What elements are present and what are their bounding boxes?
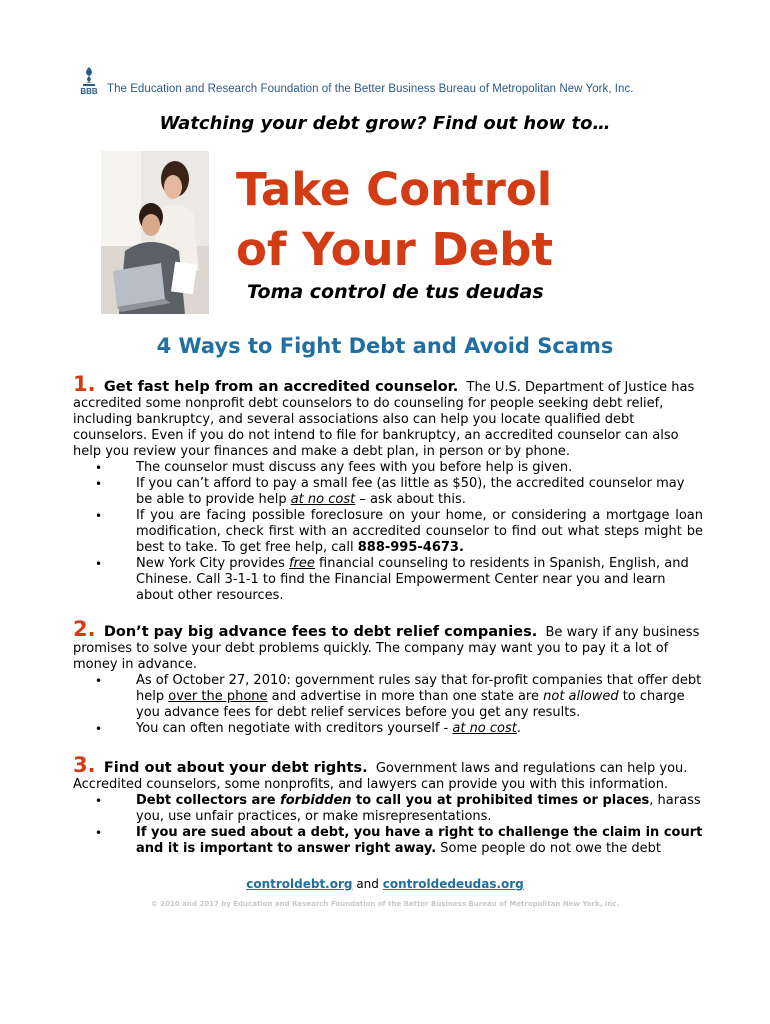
list-item: • Debt collectors are forbidden to call you at prohibited times or places, harass you, use unfair practices, or make misrepresentations. xyxy=(73,793,703,825)
section-3-body: Government laws and regulations can help you. Accredited counselors, some nonprofits, and lawyers can provide you with this information. xyxy=(73,761,688,792)
spanish-subtitle: Toma control de tus deudas xyxy=(247,281,544,303)
section-2 xyxy=(73,617,703,737)
list-item: • If you are sued about a debt, you have a right to challenge the claim in court and it is important to answer right away. Some people do not owe the debt xyxy=(73,825,703,857)
page-header xyxy=(78,66,634,96)
list-item: • If you are facing possible foreclosure on your home, or considering a mortgage loan modification, check first with an accredited counselor to find out what steps might be best to take. To get free help, call 888-995-4673. xyxy=(73,508,703,556)
section-1-lead: Get fast help from an accredited counselor. xyxy=(103,379,459,395)
section-1-number: 1. xyxy=(73,372,96,396)
section-2-bullets xyxy=(73,673,703,737)
list-item: • The counselor must discuss any fees with you before help is given. xyxy=(73,460,703,476)
copyright-notice: © 2010 and 2017 by Education and Research Foundation of the Better Business Bureau of Metropolitan New York, Inc. xyxy=(150,900,620,908)
bbb-torch-logo-icon xyxy=(78,66,100,96)
main-title xyxy=(236,160,553,280)
controldebt-link[interactable]: controldebt.org xyxy=(246,877,353,891)
couple-with-laptop-photo xyxy=(101,151,209,314)
counseling-phone-number: 888-995-4673. xyxy=(357,540,464,555)
section-3-lead: Find out about your debt rights. xyxy=(103,760,368,776)
organization-name: The Education and Research Foundation of the Better Business Bureau of Metropolitan New York, Inc. xyxy=(107,83,634,95)
list-item: • New York City provides free financial counseling to residents in Spanish, English, and Chinese. Call 3-1-1 to find the Financial Empowerment Center near you and learn about other resources. xyxy=(73,556,703,604)
section-2-number: 2. xyxy=(73,617,96,641)
section-2-body: Be wary if any business promises to solve your debt problems quickly. The company may want you to pay it a lot of money in advance. xyxy=(73,625,700,672)
list-item: • If you can’t afford to pay a small fee (as little as $50), the accredited counselor may be able to provide help at no cost – ask about this. xyxy=(73,476,703,508)
title-line-2: of Your Debt xyxy=(236,223,554,276)
section-3 xyxy=(73,753,703,857)
section-1-body: The U.S. Department of Justice has accredited some nonprofit debt counselors to do counseling for people seeking debt relief, including bankruptcy, and several associations also can help you locate qualified debt counselors. Even if you do not intend to file for bankruptcy, an accredited counselor can also help you review your finances and make a debt plan, in person or by phone. xyxy=(73,380,695,459)
controldedeudas-link[interactable]: controldedeudas.org xyxy=(382,877,524,891)
section-1-bullets xyxy=(73,460,703,604)
list-item: • You can often negotiate with creditors yourself - at no cost. xyxy=(73,721,703,737)
section-3-bullets xyxy=(73,793,703,857)
section-1 xyxy=(73,372,703,604)
section-3-number: 3. xyxy=(73,753,96,777)
list-item: • As of October 27, 2010: government rules say that for-profit companies that offer debt help over the phone and advertise in more than one state are not allowed to charge you advance fees for debt relief services before you get any results. xyxy=(73,673,703,721)
section-heading: 4 Ways to Fight Debt and Avoid Scams xyxy=(156,334,614,358)
footer-links xyxy=(0,877,770,891)
bbb-logo-text: BBB xyxy=(80,87,98,96)
footer-and: and xyxy=(352,877,383,891)
tagline: Watching your debt grow? Find out how to… xyxy=(159,113,611,134)
section-2-lead: Don’t pay big advance fees to debt relief companies. xyxy=(103,624,538,640)
title-line-1: Take Control xyxy=(236,163,553,216)
